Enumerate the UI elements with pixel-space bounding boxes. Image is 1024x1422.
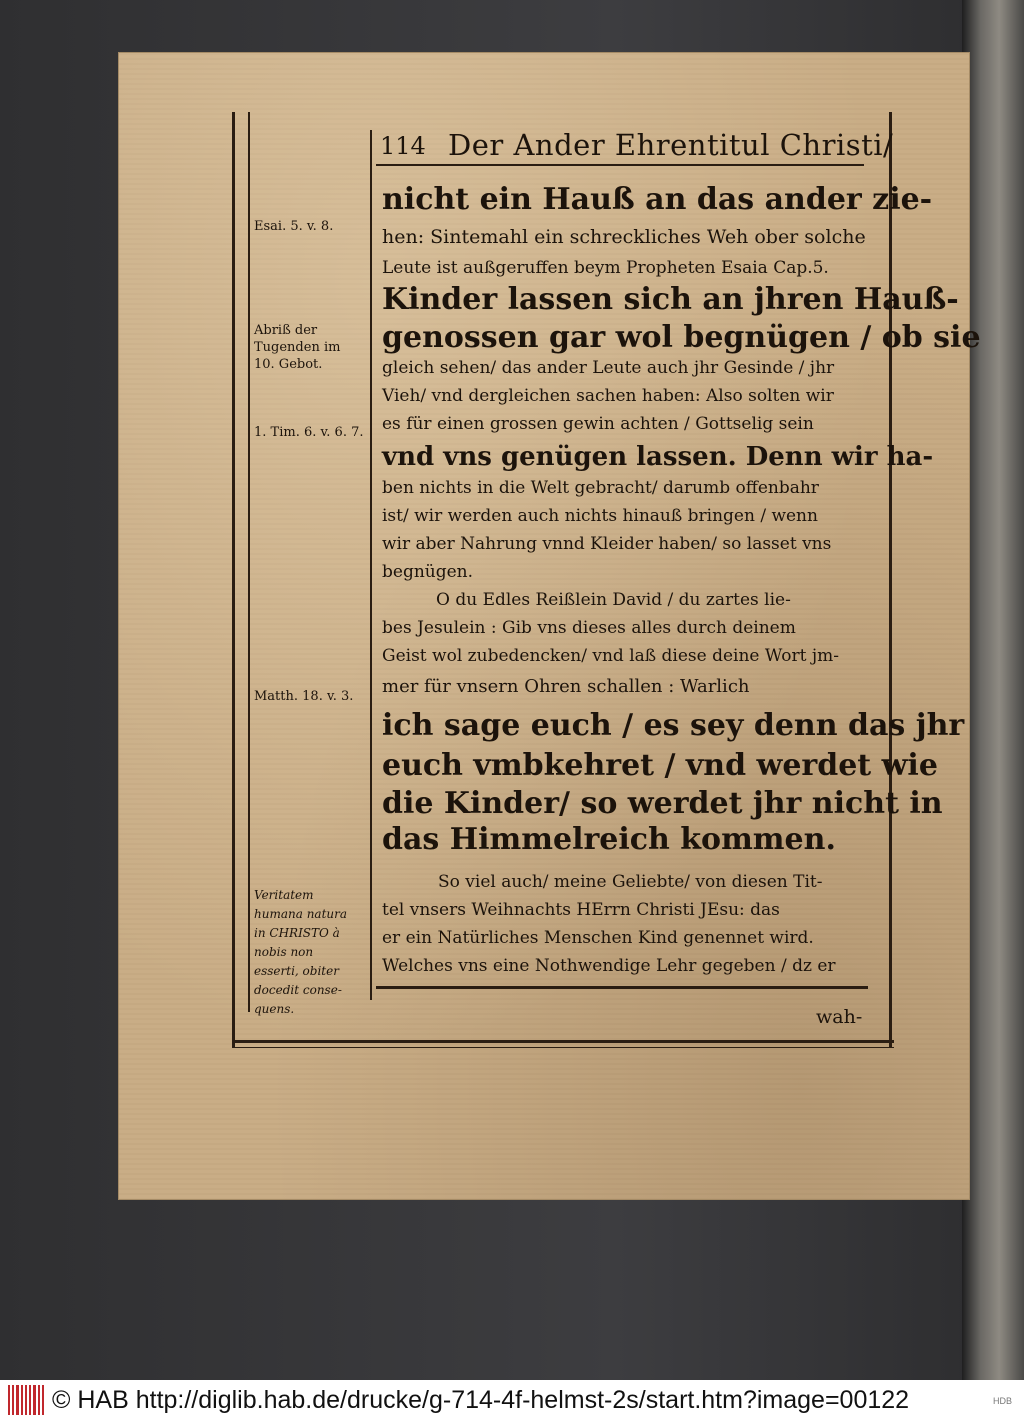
frame-bottom-rule (232, 1040, 894, 1043)
margin-note-esai: Esai. 5. v. 8. (254, 219, 334, 234)
catchword: wah- (816, 1006, 863, 1028)
body-line: gleich sehen/ das ander Leute auch jhr Gesinde / jhr (382, 358, 835, 378)
header-rule (376, 164, 864, 166)
margin-left-rule (248, 112, 250, 1012)
body-line: bes Jesulein : Gib vns dieses alles durch deinem (382, 618, 796, 638)
adjacent-page-edge (962, 0, 1024, 1380)
body-line: Leute ist außgeruffen beym Propheten Esaia Cap.5. (382, 258, 829, 278)
running-head: Der Ander Ehrentitul Christi/ (448, 128, 894, 162)
body-line: O du Edles Reißlein David / du zartes lie- (436, 590, 791, 610)
body-line: es für einen grossen gewin achten / Gottselig sein (382, 414, 814, 434)
body-line: So viel auch/ meine Geliebte/ von diesen Tit- (438, 872, 823, 892)
body-line: euch vmbkehret / vnd werdet wie (382, 748, 938, 783)
body-line: hen: Sintemahl ein schreckliches Weh ober solche (382, 226, 866, 248)
body-line: die Kinder/ so werdet jhr nicht in (382, 786, 943, 821)
body-line: mer für vnsern Ohren schallen : Warlich (382, 676, 750, 697)
body-line: Welches vns eine Nothwendige Lehr gegeben / dz er (382, 956, 836, 976)
body-line: das Himmelreich kommen. (382, 822, 836, 857)
body-line: wir aber Nahrung vnnd Kleider haben/ so lasset vns (382, 534, 832, 554)
copyright-url-text[interactable]: © HAB http://diglib.hab.de/drucke/g-714-4f-helmst-2s/start.htm?image=00122 (52, 1386, 910, 1414)
body-line: ich sage euch / es sey denn das jhr (382, 708, 965, 743)
body-line: vnd vns genügen lassen. Denn wir ha- (382, 442, 934, 472)
body-line: Geist wol zubedencken/ vnd laß diese deine Wort jm- (382, 646, 839, 666)
body-line: er ein Natürliches Menschen Kind genennet wird. (382, 928, 814, 948)
body-line: Kinder lassen sich an jhren Hauß- (382, 282, 959, 317)
body-line: ben nichts in die Welt gebracht/ darumb offenbahr (382, 478, 819, 498)
page-number: 114 (380, 132, 426, 160)
body-line: Vieh/ vnd dergleichen sachen haben: Also solten wir (382, 386, 834, 406)
margin-column-rule (370, 130, 372, 1000)
margin-note-matth: Matth. 18. v. 3. (254, 689, 354, 704)
frame-bottom-rule-thin (232, 1047, 894, 1048)
body-line: ist/ wir werden auch nichts hinauß bringen / wenn (382, 506, 818, 526)
margin-note-tim: 1. Tim. 6. v. 6. 7. (254, 425, 364, 440)
body-line: genossen gar wol begnügen / ob sie (382, 320, 981, 355)
body-line: tel vnsers Weihnachts HErrn Christi JEsu: das (382, 900, 780, 920)
hab-logo-icon (8, 1385, 44, 1415)
text-bottom-rule (376, 986, 868, 989)
body-line: begnügen. (382, 562, 474, 582)
margin-note-veritatem: Veritatem humana natura in CHRISTO à nobis non esserti, obiter docedit conse-quens. (254, 888, 348, 1016)
body-line: nicht ein Hauß an das ander zie- (382, 182, 933, 217)
footer-mark: HDB (992, 1396, 1012, 1406)
margin-note-abriss: Abriß der Tugenden im 10. Gebot. (254, 323, 341, 372)
